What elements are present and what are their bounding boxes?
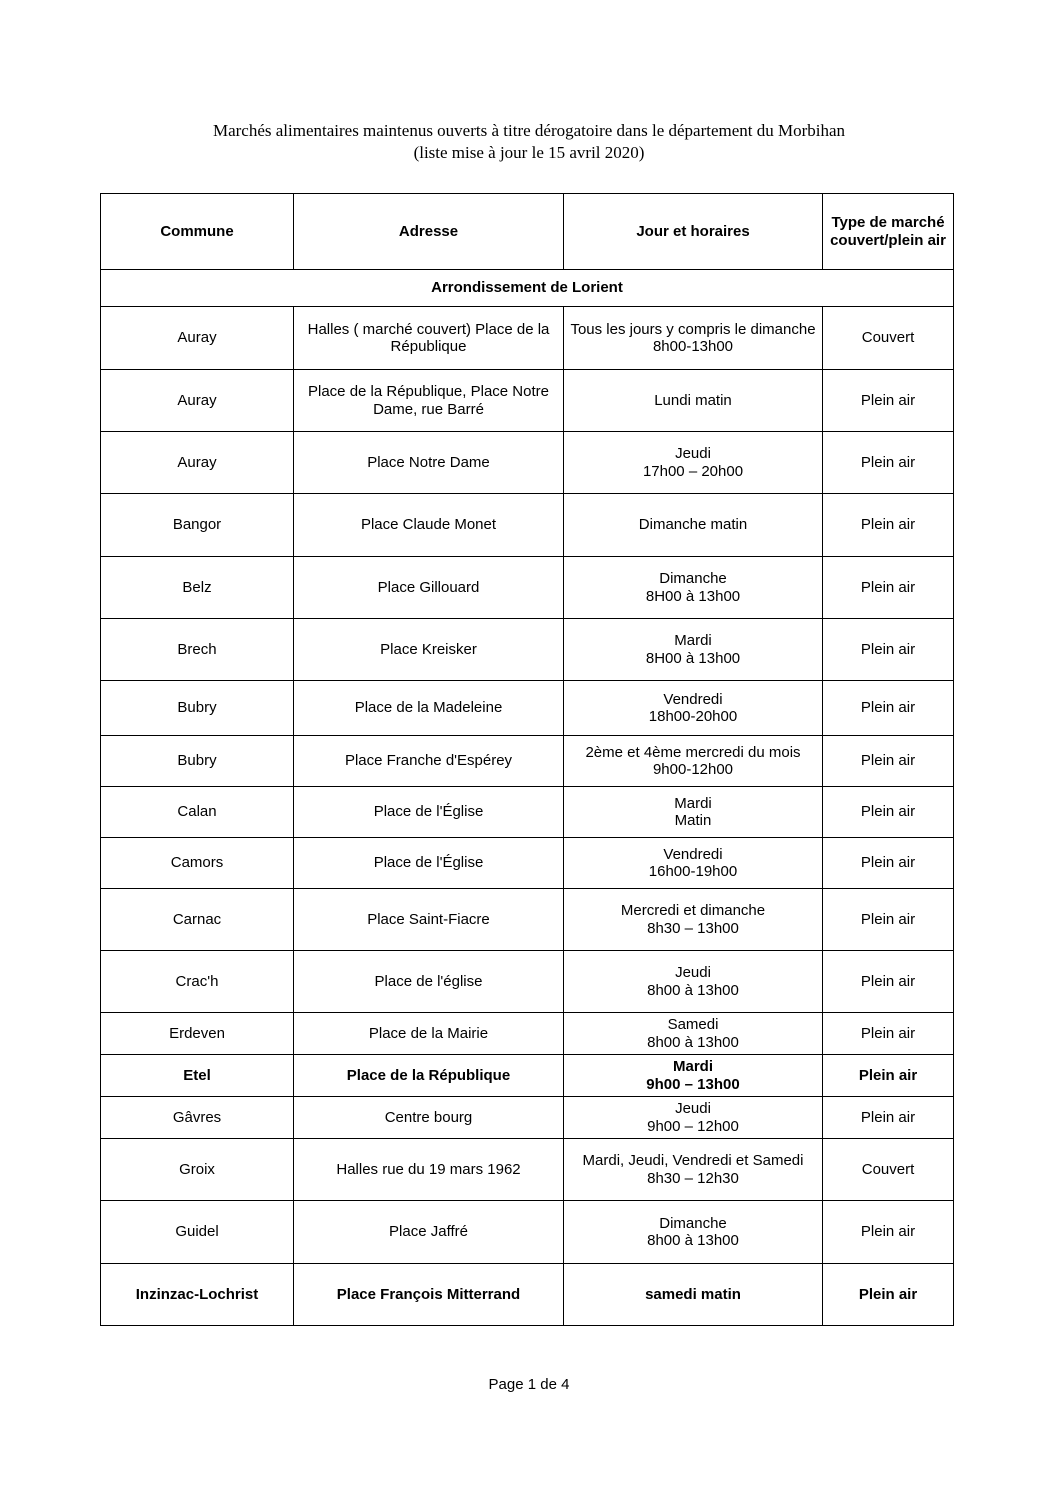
cell-commune: Auray [101, 307, 294, 370]
table-row [101, 619, 954, 681]
adresse-line: Place Saint-Fiacre [367, 910, 490, 928]
jour-line: 8h00 à 13h00 [647, 1033, 739, 1051]
table-row [101, 494, 954, 557]
cell-type: Plein air [823, 1013, 954, 1055]
cell-jour [564, 370, 823, 432]
cell-type: Plein air [823, 557, 954, 619]
adresse-line: Place de la République, Place Notre [308, 383, 549, 400]
cell-commune: Etel [101, 1055, 294, 1097]
adresse-line: Place de la République [346, 1066, 511, 1084]
adresse-line: Halles rue du 19 mars 1962 [336, 1160, 521, 1178]
cell-type: Plein air [823, 432, 954, 494]
cell-type: Plein air [823, 1055, 954, 1097]
cell-jour [564, 681, 823, 736]
adresse-line: Centre bourg [384, 1108, 473, 1126]
adresse-line: Place de l'Église [373, 803, 484, 821]
jour-line: Lundi matin [654, 391, 732, 409]
cell-adresse [294, 494, 564, 557]
table-row [101, 1055, 954, 1097]
jour-line: Jeudi [675, 964, 711, 981]
adresse-line: Place de la Madeleine [354, 699, 503, 717]
cell-jour [564, 619, 823, 681]
cell-type: Plein air [823, 838, 954, 889]
cell-type: Plein air [823, 1097, 954, 1139]
adresse-line: Place Kreisker [380, 640, 477, 658]
adresse-line: Dame, rue Barré [373, 400, 484, 418]
cell-commune: Guidel [101, 1201, 294, 1264]
table-row [101, 1139, 954, 1201]
cell-commune: Inzinzac-Lochrist [101, 1264, 294, 1326]
cell-adresse [294, 307, 564, 370]
cell-adresse [294, 889, 564, 951]
jour-line: Jeudi [675, 445, 711, 462]
cell-commune: Bubry [101, 681, 294, 736]
section-row [101, 270, 954, 307]
cell-jour [564, 889, 823, 951]
cell-type: Plein air [823, 1201, 954, 1264]
jour-line: Tous les jours y compris le dimanche [570, 320, 816, 338]
jour-line: Dimanche matin [638, 516, 748, 534]
adresse-line: Place François Mitterrand [336, 1285, 521, 1303]
table-row [101, 307, 954, 370]
jour-line: 8H00 à 13h00 [645, 649, 741, 667]
cell-commune: Crac'h [101, 951, 294, 1013]
markets-table [100, 193, 954, 1326]
header-adresse: Adresse [294, 194, 564, 270]
cell-commune: Auray [101, 370, 294, 432]
cell-adresse [294, 736, 564, 787]
cell-jour [564, 494, 823, 557]
table-row [101, 432, 954, 494]
table-row [101, 1264, 954, 1326]
cell-jour [564, 1201, 823, 1264]
header-commune: Commune [101, 194, 294, 270]
adresse-line: Halles ( marché couvert) Place de la [307, 320, 550, 338]
cell-type: Plein air [823, 681, 954, 736]
header-type [823, 194, 954, 270]
cell-jour [564, 1055, 823, 1097]
jour-line: Vendredi [663, 845, 723, 863]
jour-line: 2ème et 4ème mercredi du mois [585, 743, 801, 761]
header-jour: Jour et horaires [564, 194, 823, 270]
jour-line: 9h00 – 12h00 [647, 1117, 739, 1135]
cell-adresse [294, 1201, 564, 1264]
table-row [101, 889, 954, 951]
cell-adresse [294, 557, 564, 619]
jour-line: Vendredi [663, 690, 723, 708]
table-row [101, 1201, 954, 1264]
cell-jour [564, 736, 823, 787]
cell-commune: Calan [101, 787, 294, 838]
cell-jour [564, 432, 823, 494]
cell-commune: Gâvres [101, 1097, 294, 1139]
cell-adresse [294, 1097, 564, 1139]
cell-commune: Bangor [101, 494, 294, 557]
cell-adresse [294, 619, 564, 681]
cell-jour [564, 307, 823, 370]
table-row [101, 951, 954, 1013]
cell-commune: Carnac [101, 889, 294, 951]
document-title [0, 120, 1058, 164]
adresse-line: Place de l'église [374, 972, 483, 990]
section-label: Arrondissement de Lorient [101, 270, 954, 307]
cell-adresse [294, 1013, 564, 1055]
table-row [101, 1097, 954, 1139]
jour-line: Mercredi et dimanche [620, 902, 766, 919]
cell-adresse [294, 787, 564, 838]
cell-commune: Belz [101, 557, 294, 619]
cell-adresse [294, 1264, 564, 1326]
cell-commune: Erdeven [101, 1013, 294, 1055]
cell-adresse [294, 838, 564, 889]
adresse-line: Place Gillouard [377, 578, 480, 596]
cell-adresse [294, 1139, 564, 1201]
cell-type: Couvert [823, 307, 954, 370]
cell-jour [564, 951, 823, 1013]
cell-type: Couvert [823, 1139, 954, 1201]
table-row [101, 838, 954, 889]
jour-line: Mardi [674, 794, 712, 812]
table-row [101, 787, 954, 838]
jour-line: 9h00-12h00 [652, 761, 734, 778]
table-header-row [101, 194, 954, 270]
jour-line: 8h00-13h00 [652, 338, 734, 355]
jour-line: 8h00 à 13h00 [647, 1232, 739, 1249]
cell-jour [564, 1097, 823, 1139]
cell-type: Plein air [823, 370, 954, 432]
cell-jour [564, 787, 823, 838]
jour-line: 17h00 – 20h00 [642, 462, 744, 480]
cell-adresse [294, 370, 564, 432]
jour-line: Mardi, Jeudi, Vendredi et Samedi [582, 1152, 804, 1169]
cell-commune: Camors [101, 838, 294, 889]
page-footer: Page 1 de 4 [488, 1376, 570, 1393]
cell-commune: Brech [101, 619, 294, 681]
jour-line: 8H00 à 13h00 [645, 587, 741, 605]
cell-type: Plein air [823, 494, 954, 557]
adresse-line: Place Claude Monet [360, 516, 497, 534]
adresse-line: Place Jaffré [389, 1223, 468, 1241]
cell-jour [564, 1013, 823, 1055]
header-type-line-2: couvert/plein air [830, 231, 946, 249]
jour-line: Dimanche [659, 1214, 727, 1232]
jour-line: 16h00-19h00 [648, 863, 738, 880]
cell-jour [564, 838, 823, 889]
cell-adresse [294, 951, 564, 1013]
table-row [101, 681, 954, 736]
cell-type: Plein air [823, 619, 954, 681]
cell-type: Plein air [823, 889, 954, 951]
table-row [101, 1013, 954, 1055]
title-line-2: (liste mise à jour le 15 avril 2020) [413, 143, 645, 162]
jour-line: 9h00 – 13h00 [646, 1075, 740, 1093]
jour-line: Matin [674, 812, 712, 829]
cell-type: Plein air [823, 787, 954, 838]
jour-line: Dimanche [659, 570, 727, 587]
cell-jour [564, 1264, 823, 1326]
title-line-1: Marchés alimentaires maintenus ouverts à titre dérogatoire dans le département du Morbihan [212, 121, 846, 140]
jour-line: 18h00-20h00 [648, 708, 738, 725]
jour-line: 8h30 – 13h00 [647, 919, 739, 937]
cell-adresse [294, 432, 564, 494]
adresse-line: Place de l'Église [373, 854, 484, 872]
adresse-line: Place de la Mairie [368, 1024, 489, 1042]
cell-type: Plein air [823, 1264, 954, 1326]
cell-type: Plein air [823, 951, 954, 1013]
jour-line: Mardi [674, 632, 712, 649]
jour-line: samedi matin [645, 1285, 741, 1303]
table-row [101, 557, 954, 619]
jour-line: Jeudi [675, 1100, 711, 1117]
cell-type: Plein air [823, 736, 954, 787]
jour-line: 8h00 à 13h00 [647, 981, 739, 999]
cell-adresse [294, 681, 564, 736]
adresse-line: Place Notre Dame [367, 453, 490, 471]
adresse-line: République [390, 338, 467, 355]
table-row [101, 370, 954, 432]
adresse-line: Place Franche d'Espérey [344, 752, 513, 770]
jour-line: Mardi [672, 1058, 713, 1075]
table-row [101, 736, 954, 787]
cell-commune: Bubry [101, 736, 294, 787]
header-type-line-1: Type de marché [831, 214, 945, 231]
cell-adresse [294, 1055, 564, 1097]
cell-jour [564, 557, 823, 619]
cell-commune: Auray [101, 432, 294, 494]
cell-commune: Groix [101, 1139, 294, 1201]
jour-line: 8h30 – 12h30 [647, 1169, 739, 1187]
jour-line: Samedi [667, 1016, 719, 1033]
cell-jour [564, 1139, 823, 1201]
